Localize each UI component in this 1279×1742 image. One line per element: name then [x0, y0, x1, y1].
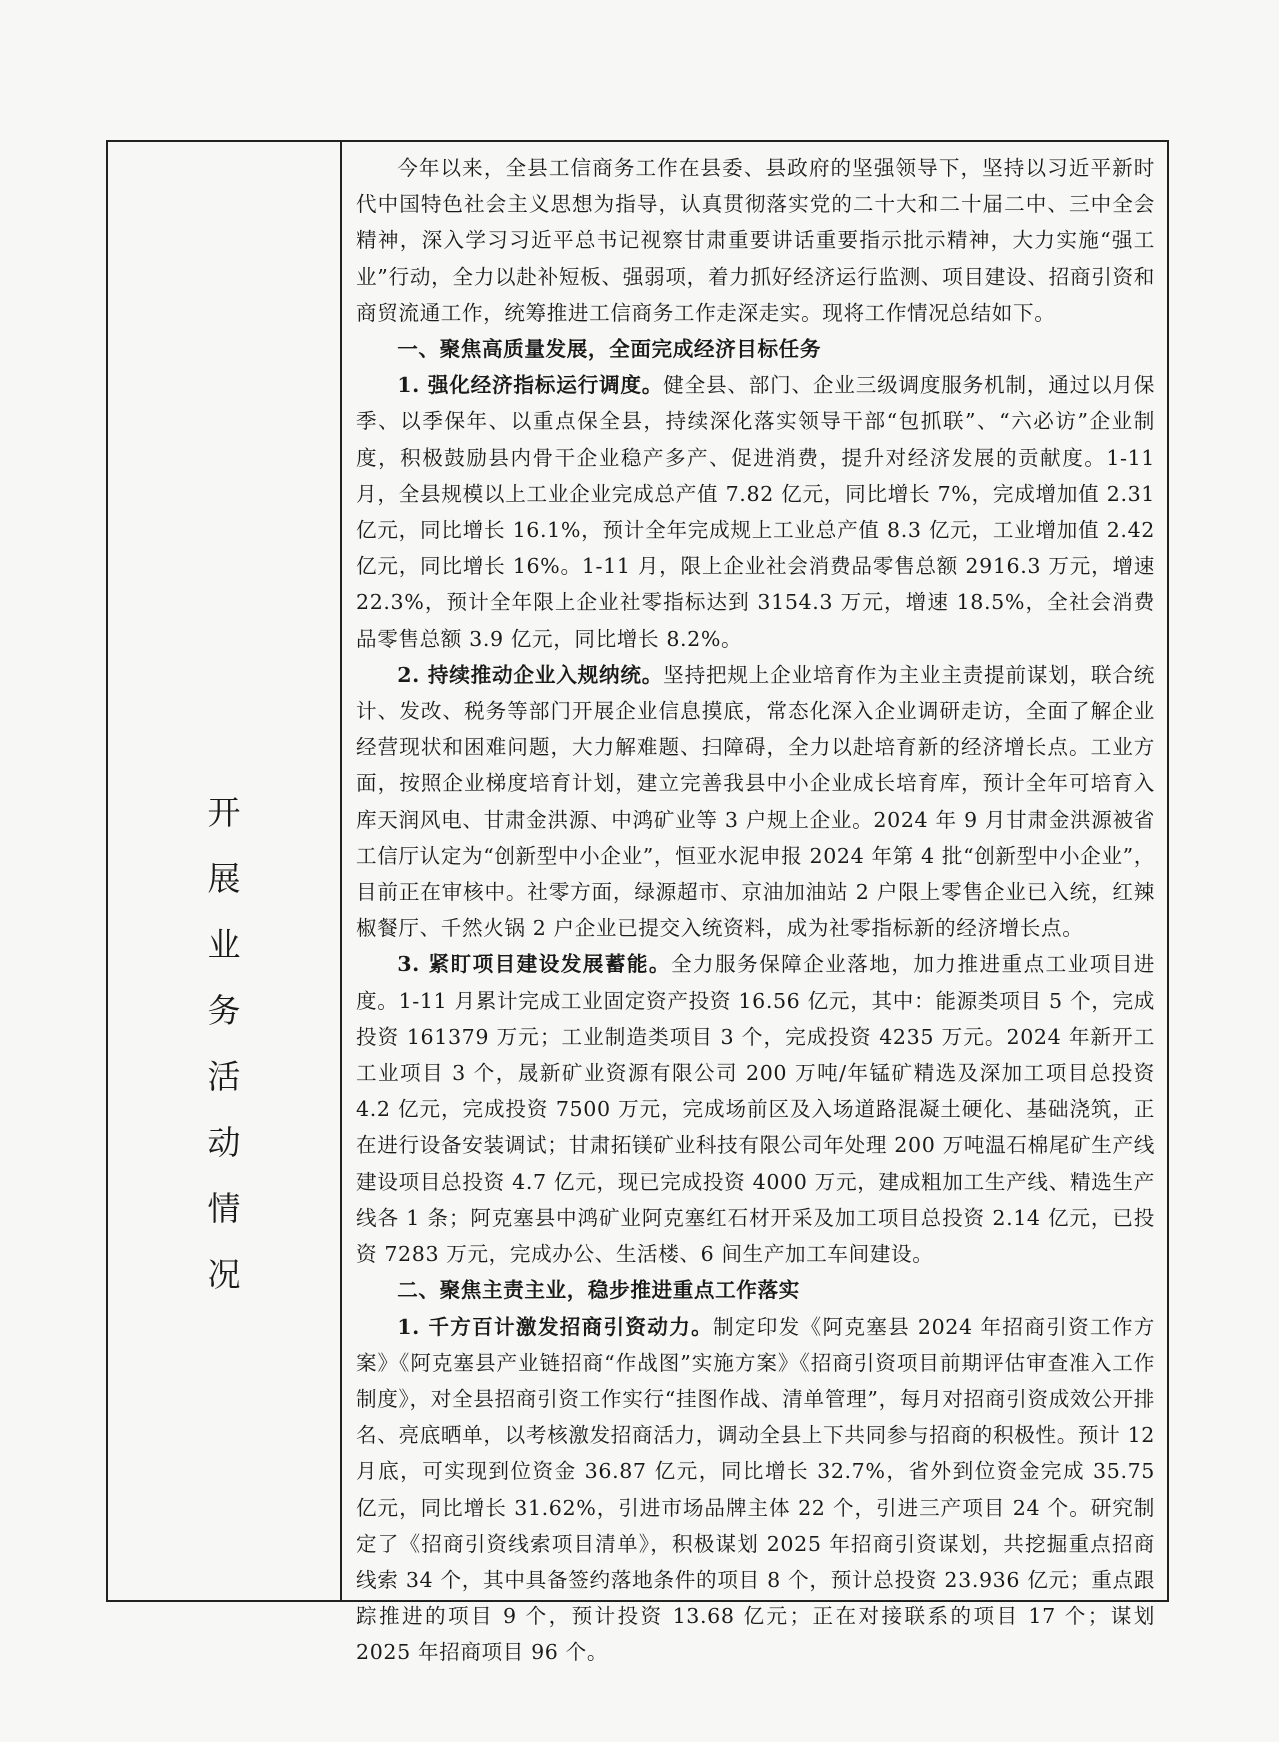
- form-table: [106, 140, 1169, 1665]
- item-lead: 1. 强化经济指标运行调度。: [397, 373, 664, 398]
- label-char: 动: [207, 1123, 241, 1162]
- label-char: 情: [207, 1189, 241, 1228]
- label-char: 务: [207, 991, 241, 1030]
- content-cell: [342, 142, 1167, 1665]
- item-body: 健全县、部门、企业三级调度服务机制，通过以月保季、以季保年、以重点保全县，持续深化落实领导干部“包抓联”、“六必访”企业制度，积极鼓励县内骨干企业稳产多产、促进消费，提升对经济发展的贡献度。1-11 月，全县规模以上工业企业完成总产值 7.82 亿元，同比增长 7%，完成增加值 2.31 亿元，同比增长 16.1%，预计全年完成规上工业总产值 8.3 亿元，工业增加值 2.42 亿元，同比增长 16%。1-11 月，限上企业社会消费品零售总额 2916.3 万元，增速 22.3%，预计全年限上企业社零指标达到 3154.3 万元，增速 18.5%，全社会消费品零售总额 3.9 亿元，同比增长 8.2%。: [356, 373, 1155, 651]
- label-char: 开: [207, 793, 241, 832]
- section-heading-1: 一、聚焦高质量发展，全面完成经济目标任务: [397, 337, 822, 362]
- item-body: 坚持把规上企业培育作为主业主责提前谋划，联合统计、发改、税务等部门开展企业信息摸底，常态化深入企业调研走访，全面了解企业经营现状和困难问题，大力解难题、扫障碍，全力以赴培育新的经济增长点。工业方面，按照企业梯度培育计划，建立完善我县中小企业成长培育库，预计全年可培育入库天润风电、甘肃金洪源、中鸿矿业等 3 户规上企业。2024 年 9 月甘肃金洪源被省工信厅认定为“创新型中小企业”，恒亚水泥申报 2024 年第 4 批“创新型中小企业”，目前正在审核中。社零方面，绿源超市、京油加油站 2 户限上零售企业已入统，红辣椒餐厅、千然火锅 2 户企业已提交入统资料，成为社零指标新的经济增长点。: [356, 662, 1155, 941]
- row-label: [108, 780, 340, 1308]
- paragraph-item-1: [356, 367, 1155, 657]
- item-body: 制定印发《阿克塞县 2024 年招商引资工作方案》《阿克塞县产业链招商“作战图”实施方案》《招商引资项目前期评估审查准入工作制度》，对全县招商引资工作实行“挂图作战、清单管理”，每月对招商引资成效公开排名、亮底晒单，以考核激发招商活力，调动全县上下共同参与招商的积极性。预计 12 月底，可实现到位资金 36.87 亿元，同比增长 32.7%，省外到位资金完成 35.75 亿元，同比增长 31.62%，引进市场品牌主体 22 个，引进三产项目 24 个。研究制定了《招商引资线索项目清单》，积极谋划 2025 年招商引资谋划，共挖掘重点招商线索 34 个，其中具备签约落地条件的项目 8 个，预计总投资 23.936 亿元；重点跟踪推进的项目 9 个，预计投资 13.68 亿元；正在对接联系的项目 17 个；谋划 2025 年招商项目 96 个。: [356, 1314, 1155, 1665]
- label-char: 活: [207, 1057, 241, 1096]
- item-body: 全力服务保障企业落地，加力推进重点工业项目进度。1-11 月累计完成工业固定资产投资 16.56 亿元，其中：能源类项目 5 个，完成投资 161379 万元；工业制造类项目 3 个，完成投资 4235 万元。2024 年新开工工业项目 3 个，晟新矿业资源有限公司 200 万吨/年锰矿精选及深加工项目总投资 4.2 亿元，完成投资 7500 万元，完成场前区及入场道路混凝土硬化、基础浇筑，正在进行设备安装调试；甘肃拓镁矿业科技有限公司年处理 200 万吨温石棉尾矿生产线建设项目总投资 4.7 亿元，现已完成投资 4000 万元，建成粗加工生产线、精选生产线各 1 条；阿克塞县中鸿矿业阿克塞红石材开采及加工项目总投资 2.14 亿元，已投资 7283 万元，完成办公、生活楼、6 间生产加工车间建设。: [356, 952, 1155, 1267]
- paragraph-item-2: [356, 657, 1155, 947]
- item-lead: 1. 千方百计激发招商引资动力。: [397, 1314, 713, 1339]
- row-label-cell: [108, 142, 342, 1600]
- paragraph-item-4: [356, 1309, 1155, 1671]
- label-char: 况: [207, 1255, 241, 1294]
- label-char: 展: [207, 859, 241, 898]
- paragraph-item-3: [356, 946, 1155, 1272]
- intro-paragraph: 今年以来，全县工信商务工作在县委、县政府的坚强领导下，坚持以习近平新时代中国特色社会主义思想为指导，认真贯彻落实党的二十大和二十届二中、三中全会精神，深入学习习近平总书记视察甘肃重要讲话重要指示批示精神，大力实施“强工业”行动，全力以赴补短板、强弱项，着力抓好经济运行监测、项目建设、招商引资和商贸流通工作，统筹推进工信商务工作走深走实。现将工作情况总结如下。: [356, 156, 1155, 325]
- item-lead: 3. 紧盯项目建设发展蓄能。: [397, 952, 671, 977]
- item-lead: 2. 持续推动企业入规纳统。: [397, 662, 664, 687]
- label-char: 业: [207, 925, 241, 964]
- section-heading-2: 二、聚焦主责主业，稳步推进重点工作落实: [397, 1278, 800, 1303]
